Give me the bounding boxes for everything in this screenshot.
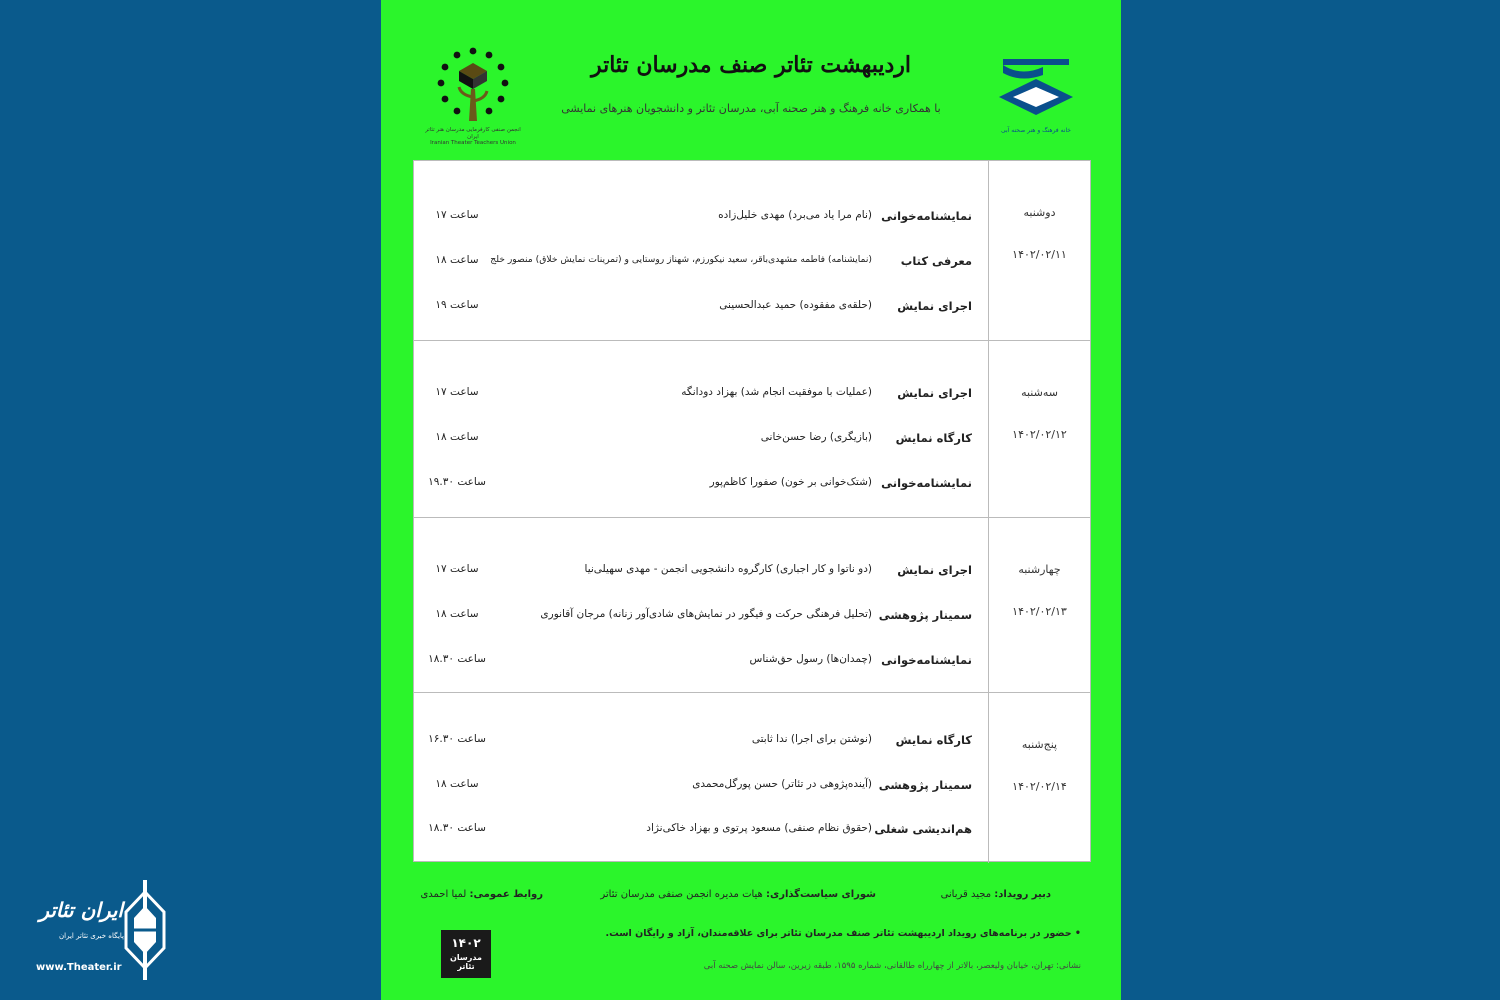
day-name: پنج‌شنبه — [1021, 738, 1058, 751]
event-row — [414, 778, 988, 798]
left-logo-caption-fa: انجمن صنفی کارفرمایی مدرسان هنر تئاتر ایران — [425, 127, 521, 140]
event-description: (حلقه‌ی مفقوده) حمید عبدالحسینی — [719, 299, 872, 311]
event-time: ساعت ۱۷ — [435, 209, 479, 221]
event-time: ساعت ۱۸ — [435, 254, 479, 266]
footer-council — [600, 889, 876, 900]
event-poster — [381, 0, 1121, 1000]
event-description: (بازیگری) رضا حسن‌خانی — [760, 431, 872, 443]
day-block-tuesday — [414, 341, 1090, 518]
blue-stage-logo-icon — [991, 55, 1081, 140]
event-time: ساعت ۱۸.۳۰ — [428, 653, 486, 665]
event-category: نمایشنامه‌خوانی — [881, 209, 972, 223]
teachers-logo — [441, 930, 491, 978]
theater-mask-icon — [120, 880, 170, 980]
footer-director — [941, 889, 1051, 900]
event-description: (تحلیل فرهنگی حرکت و فیگور در نمایش‌های شادی‌آور زنانه) مرجان آقانوری — [540, 608, 872, 620]
watermark-tagline: پایگاه خبری تئاتر ایران — [59, 932, 124, 940]
event-category: معرفی کتاب — [900, 254, 972, 268]
schedule-table — [413, 160, 1091, 862]
footer-council-label: شورای سیاست‌گذاری: — [766, 889, 876, 900]
event-description: (آینده‌پژوهی در تئاتر) حسن پورگل‌محمدی — [692, 778, 872, 790]
event-description: (نوشتن برای اجرا) ندا ثابتی — [751, 733, 872, 745]
day-block-monday — [414, 161, 1090, 341]
event-row — [414, 653, 988, 673]
event-description: (حقوق نظام صنفی) مسعود پرتوی و بهزاد خاکی‌نژاد — [646, 822, 872, 834]
event-time: ساعت ۱۷ — [435, 563, 479, 575]
right-logo-caption: خانه فرهنگ و هنر صحنه آبی — [1001, 127, 1071, 134]
event-category: نمایشنامه‌خوانی — [881, 653, 972, 667]
event-time: ساعت ۱۸ — [435, 778, 479, 790]
day-block-thursday — [414, 693, 1090, 863]
event-category: کارگاه نمایش — [895, 733, 972, 747]
day-cell — [988, 518, 1090, 692]
event-category: اجرای نمایش — [897, 299, 972, 313]
day-cell — [988, 341, 1090, 517]
footer-pr-label: روابط عمومی: — [469, 889, 543, 900]
event-category: هم‌اندیشی شغلی — [874, 822, 972, 836]
day-date: ۱۴۰۲/۰۲/۱۴ — [1012, 780, 1067, 793]
event-category: سمینار پژوهشی — [878, 608, 972, 622]
event-time: ساعت ۱۸ — [435, 431, 479, 443]
footer-council-name: هیات مدیره انجمن صنفی مدرسان تئاتر — [600, 889, 763, 900]
day-name: سه‌شنبه — [1021, 386, 1058, 399]
footer-pr — [420, 889, 543, 900]
event-time: ساعت ۱۸.۳۰ — [428, 822, 486, 834]
event-time: ساعت ۱۹.۳۰ — [428, 476, 486, 488]
event-row — [414, 822, 988, 842]
event-row — [414, 209, 988, 229]
footer-note: • حضور در برنامه‌های رویداد اردیبهشت تئاتر صنف مدرسان تئاتر برای علاقه‌مندان، آزاد و رایگان است. — [605, 928, 1081, 939]
left-logo-caption — [423, 127, 523, 147]
event-time: ساعت ۱۸ — [435, 608, 479, 620]
event-category: نمایشنامه‌خوانی — [881, 476, 972, 490]
iran-theater-watermark — [32, 880, 172, 980]
footer-address: نشانی: تهران، خیابان ولیعصر، بالاتر از چهارراه طالقانی، شماره ۱۵۹۵، طبقه زیرین، سالن نمایش صحنه آبی — [703, 961, 1081, 971]
event-description: (عملیات با موفقیت انجام شد) بهزاد دودانگه — [681, 386, 872, 398]
left-logo-caption-en: Iranian Theater Teachers Union — [430, 140, 516, 147]
event-row — [414, 733, 988, 753]
footer-director-label: دبیر رویداد: — [994, 889, 1051, 900]
teachers-logo-text: مدرسان تئاتر — [450, 953, 482, 971]
page-subtitle: با همکاری خانه فرهنگ و هنر صحنه آبی، مدرسان تئاتر و دانشجویان هنرهای نمایشی — [561, 102, 941, 115]
event-row — [414, 563, 988, 583]
event-category: اجرای نمایش — [897, 386, 972, 400]
event-category: کارگاه نمایش — [895, 431, 972, 445]
teachers-logo-year: ۱۴۰۲ — [451, 936, 481, 950]
watermark-url: www.Theater.ir — [36, 962, 122, 973]
day-name: دوشنبه — [1023, 206, 1056, 219]
watermark-name: ایران تئاتر — [39, 898, 123, 922]
footer-pr-name: لمیا احمدی — [420, 889, 467, 900]
day-date: ۱۴۰۲/۰۲/۱۳ — [1012, 605, 1067, 618]
event-description: (نام مرا یاد می‌برد) مهدی خلیل‌زاده — [718, 209, 872, 221]
event-row — [414, 386, 988, 406]
event-time: ساعت ۱۶.۳۰ — [428, 733, 486, 745]
day-name: چهارشنبه — [1018, 563, 1061, 576]
footer-director-name: مجید قربانی — [940, 889, 992, 900]
event-category: سمینار پژوهشی — [878, 778, 972, 792]
dotted-circle-tree-logo-icon — [423, 45, 523, 145]
day-date: ۱۴۰۲/۰۲/۱۲ — [1012, 428, 1067, 441]
event-row — [414, 608, 988, 628]
event-time: ساعت ۱۹ — [435, 299, 479, 311]
event-description: (نمایشنامه) فاطمه مشهدی‌باقر، سعید نیکورزم، شهناز روستایی و (تمرینات نمایش خلاق) منصور خلج — [490, 254, 872, 265]
event-row — [414, 299, 988, 319]
event-row — [414, 254, 988, 274]
page-title: اردیبهشت تئاتر صنف مدرسان تئاتر — [590, 52, 912, 78]
event-row — [414, 431, 988, 451]
event-description: (شتک‌خوانی بر خون) صفورا کاظم‌پور — [709, 476, 872, 488]
event-description: (چمدان‌ها) رسول حق‌شناس — [749, 653, 872, 665]
day-date: ۱۴۰۲/۰۲/۱۱ — [1012, 248, 1067, 261]
day-cell — [988, 161, 1090, 340]
day-block-wednesday — [414, 518, 1090, 693]
event-time: ساعت ۱۷ — [435, 386, 479, 398]
event-category: اجرای نمایش — [897, 563, 972, 577]
event-row — [414, 476, 988, 496]
event-description: (دو ناتوا و کار اجباری) کارگروه دانشجویی انجمن - مهدی سهیلی‌نیا — [584, 563, 872, 575]
day-cell — [988, 693, 1090, 863]
